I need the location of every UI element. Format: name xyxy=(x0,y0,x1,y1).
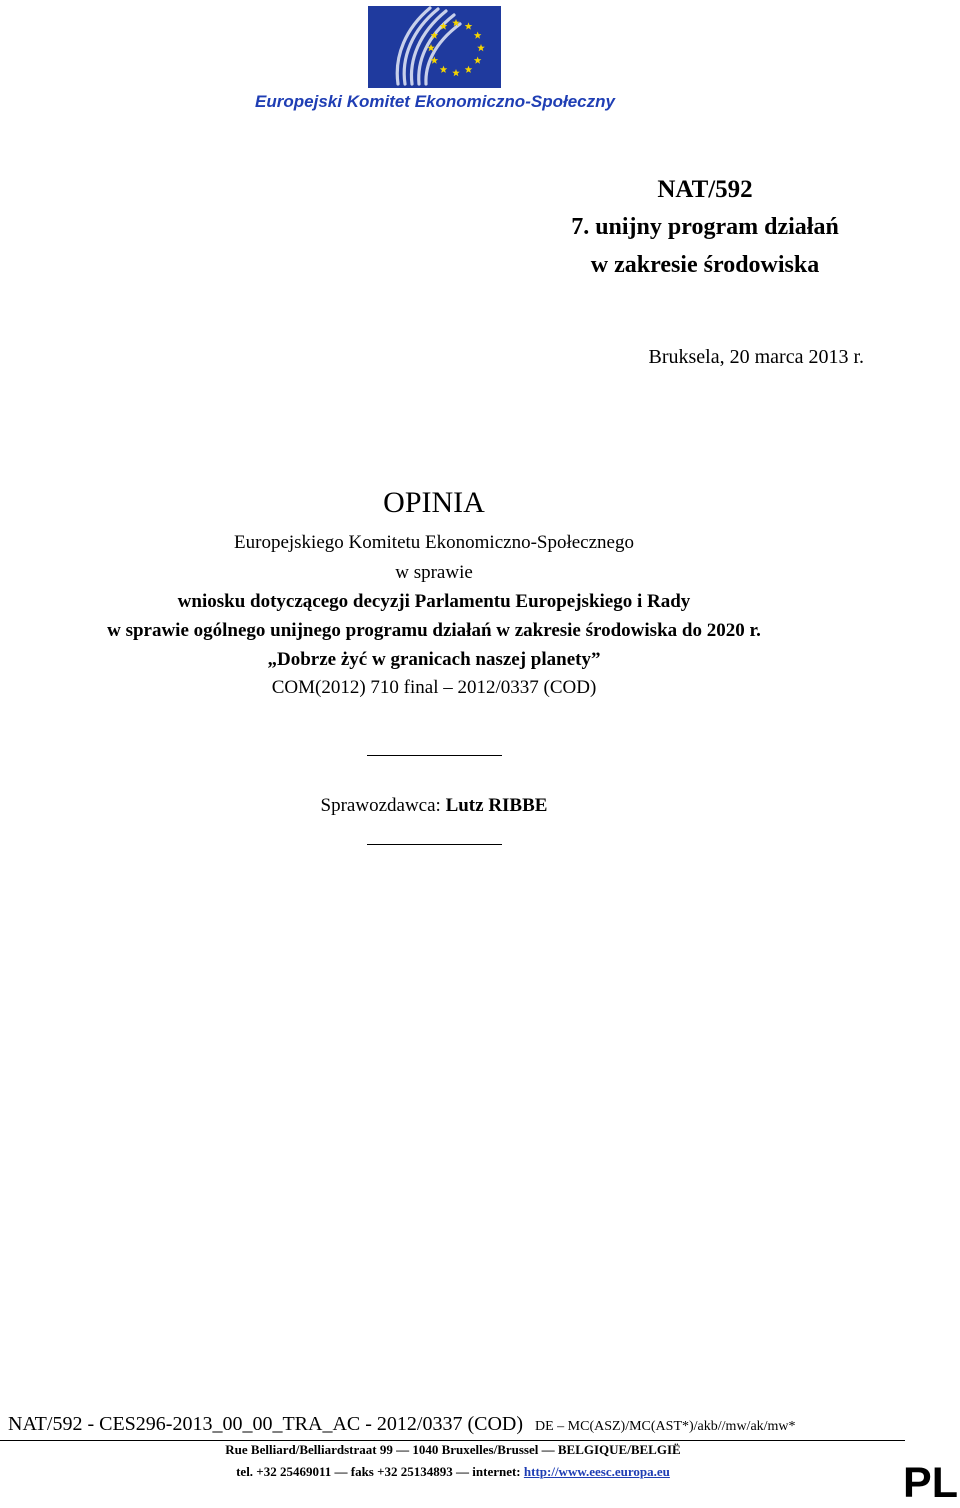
website-link[interactable]: http://www.eesc.europa.eu xyxy=(523,1464,670,1479)
footer-distribution: DE – MC(ASZ)/MC(AST*)/akb//mw/ak/mw* xyxy=(535,1419,796,1434)
footer-divider xyxy=(0,1440,905,1441)
footer-contact xyxy=(0,1464,906,1480)
document-date: Bruksela, 20 marca 2013 r. xyxy=(648,346,864,368)
footer-address: Rue Belliard/Belliardstraat 99 — 1040 Bruxelles/Brussel — BELGIQUE/BELGIË xyxy=(225,1442,681,1457)
reference-code: NAT/592 xyxy=(657,176,753,203)
rapporteur-name: Lutz RIBBE xyxy=(445,795,548,816)
language-code: PL xyxy=(903,1459,958,1507)
opinion-subject-intro: w sprawie xyxy=(395,562,473,583)
eesc-logo xyxy=(368,6,501,88)
opinion-com-reference: COM(2012) 710 final – 2012/0337 (COD) xyxy=(271,677,597,698)
opinion-subject-line1: wniosku dotyczącego decyzji Parlamentu Europejskiego i Rady xyxy=(177,591,691,612)
reference-title-line2: w zakresie środowiska xyxy=(590,252,820,278)
divider-bottom xyxy=(367,844,502,845)
rapporteur-label: Sprawozdawca: xyxy=(320,795,441,816)
opinion-subject-line2: w sprawie ogólnego unijnego programu działań w zakresie środowiska do 2020 r. xyxy=(107,620,761,641)
footer-document-reference xyxy=(8,1413,796,1436)
footer-contact-text: tel. +32 25469011 — faks +32 25134893 — internet: xyxy=(236,1464,521,1479)
rapporteur xyxy=(0,795,868,817)
opinion-title: OPINIA xyxy=(383,486,485,519)
footer-doc-ref: NAT/592 - CES296-2013_00_00_TRA_AC - 2012/0337 (COD) xyxy=(8,1413,523,1435)
divider-top xyxy=(367,755,502,756)
reference-title-line1: 7. unijny program działań xyxy=(571,214,839,240)
opinion-issuer: Europejskiego Komitetu Ekonomiczno-Społecznego xyxy=(234,532,634,553)
opinion-subject-slogan: „Dobrze żyć w granicach naszej planety” xyxy=(267,649,601,670)
organization-name: Europejski Komitet Ekonomiczno-Społeczny xyxy=(255,92,615,111)
